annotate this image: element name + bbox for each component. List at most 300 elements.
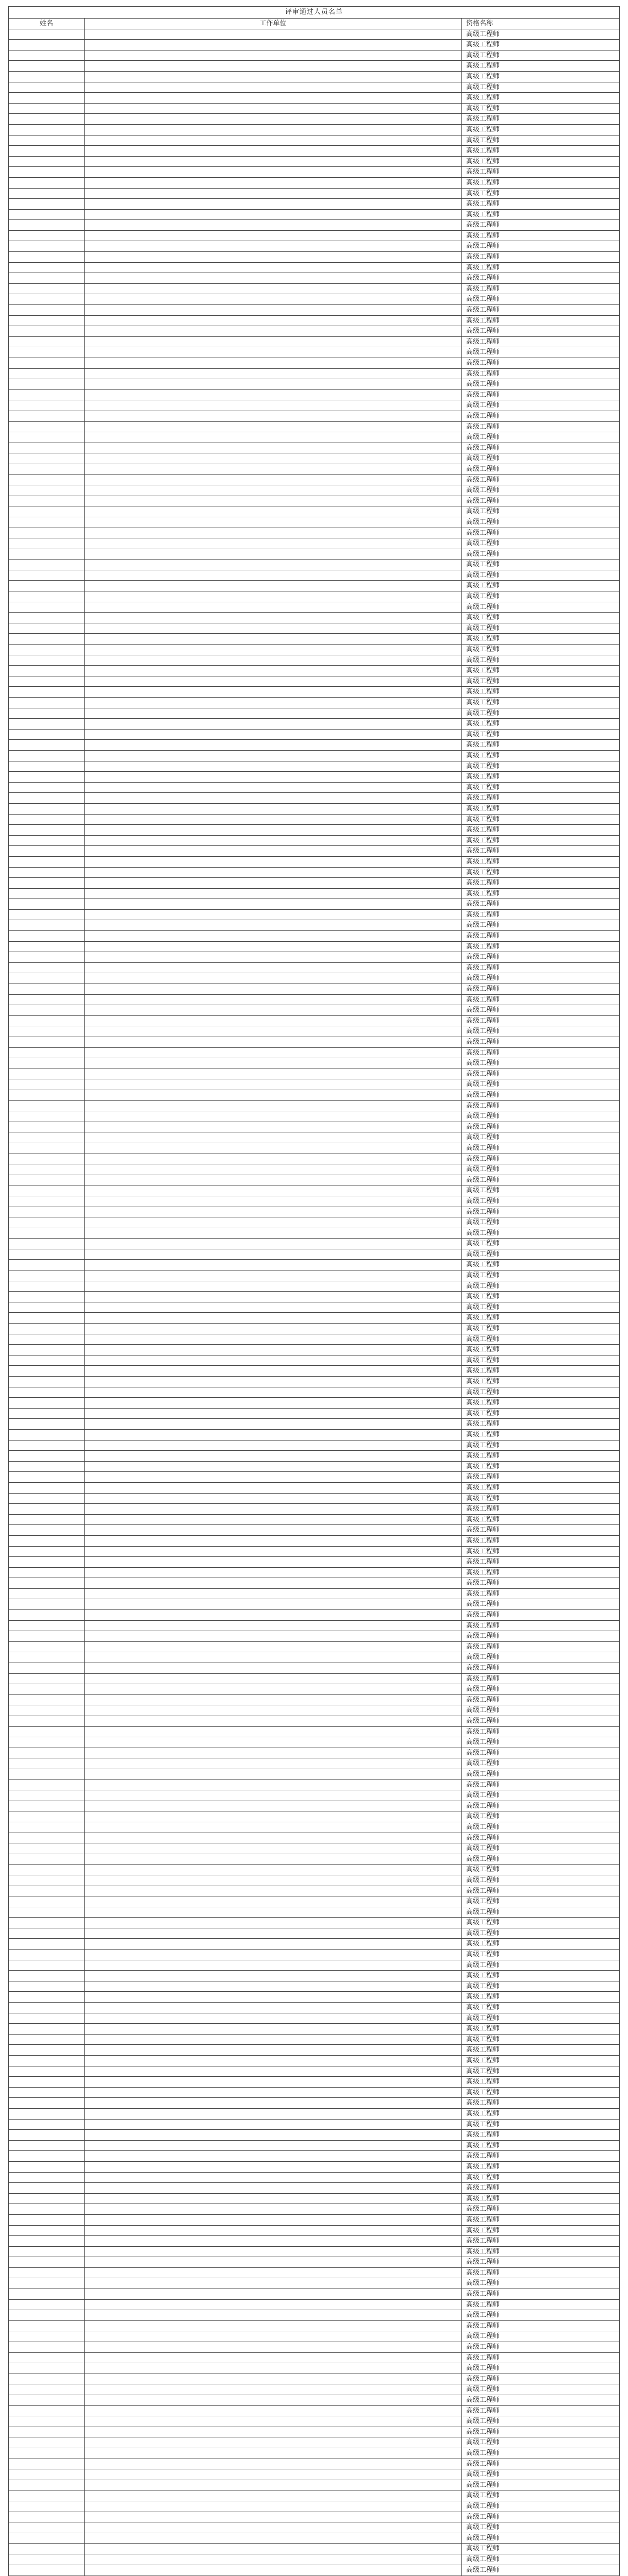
work-unit	[85, 1122, 462, 1132]
work-unit	[85, 61, 462, 72]
work-unit	[85, 241, 462, 252]
qualification-title: 高级工程师	[462, 209, 620, 220]
table-row	[9, 2480, 620, 2490]
table-row	[9, 2098, 620, 2109]
table-row	[9, 878, 620, 889]
person-name	[9, 803, 85, 814]
table-row	[9, 750, 620, 761]
qualification-title: 高级工程师	[462, 909, 620, 920]
table-row	[9, 994, 620, 1005]
person-name	[9, 2119, 85, 2130]
work-unit	[85, 1557, 462, 1568]
table-row	[9, 453, 620, 464]
qualification-title: 高级工程师	[462, 1631, 620, 1642]
person-name	[9, 560, 85, 570]
table-row	[9, 1302, 620, 1313]
work-unit	[85, 2342, 462, 2353]
work-unit	[85, 2225, 462, 2236]
work-unit	[85, 2087, 462, 2098]
work-unit	[85, 379, 462, 390]
qualification-title: 高级工程师	[462, 156, 620, 167]
table-row	[9, 1079, 620, 1090]
table-row	[9, 560, 620, 570]
work-unit	[85, 146, 462, 157]
work-unit	[85, 40, 462, 50]
work-unit	[85, 1324, 462, 1334]
qualification-title: 高级工程师	[462, 124, 620, 135]
table-row	[9, 1981, 620, 1992]
person-name	[9, 1440, 85, 1451]
qualification-title: 高级工程师	[462, 1196, 620, 1207]
person-name	[9, 782, 85, 793]
qualification-title: 高级工程师	[462, 167, 620, 178]
person-name	[9, 1971, 85, 1981]
table-row	[9, 464, 620, 474]
table-row	[9, 1620, 620, 1631]
person-name	[9, 389, 85, 400]
table-row	[9, 2056, 620, 2066]
qualification-title: 高级工程师	[462, 973, 620, 984]
person-name	[9, 305, 85, 316]
table-row	[9, 294, 620, 305]
table-row	[9, 1217, 620, 1228]
qualification-title: 高级工程师	[462, 931, 620, 942]
work-unit	[85, 676, 462, 687]
person-name	[9, 1154, 85, 1164]
work-unit	[85, 368, 462, 379]
work-unit	[85, 1631, 462, 1642]
qualification-title: 高级工程师	[462, 2214, 620, 2225]
table-row	[9, 1525, 620, 1536]
table-row	[9, 1281, 620, 1292]
qualification-title: 高级工程师	[462, 2183, 620, 2194]
qualification-title: 高级工程师	[462, 2416, 620, 2427]
work-unit	[85, 1960, 462, 1971]
table-row	[9, 1154, 620, 1164]
qualification-title: 高级工程师	[462, 2565, 620, 2575]
table-row	[9, 2183, 620, 2194]
person-name	[9, 379, 85, 390]
person-name	[9, 878, 85, 889]
qualification-title: 高级工程师	[462, 1641, 620, 1652]
work-unit	[85, 984, 462, 995]
qualification-title: 高级工程师	[462, 2459, 620, 2469]
work-unit	[85, 1535, 462, 1546]
person-name	[9, 2183, 85, 2194]
work-unit	[85, 2236, 462, 2247]
qualification-title: 高级工程师	[462, 1652, 620, 1663]
table-row	[9, 177, 620, 188]
person-name	[9, 1164, 85, 1175]
work-unit	[85, 740, 462, 751]
work-unit	[85, 2140, 462, 2151]
qualification-title: 高级工程师	[462, 61, 620, 72]
qualification-title: 高级工程师	[462, 899, 620, 910]
work-unit	[85, 1015, 462, 1026]
table-row	[9, 50, 620, 61]
table-row	[9, 1324, 620, 1334]
table-row	[9, 2066, 620, 2077]
table-row	[9, 2490, 620, 2501]
work-unit	[85, 273, 462, 284]
person-name	[9, 1620, 85, 1631]
work-unit	[85, 1377, 462, 1387]
person-name	[9, 262, 85, 273]
person-name	[9, 867, 85, 878]
table-row	[9, 687, 620, 698]
person-name	[9, 2374, 85, 2384]
table-row	[9, 326, 620, 337]
person-name	[9, 2024, 85, 2035]
qualification-title: 高级工程师	[462, 2427, 620, 2437]
person-name	[9, 1324, 85, 1334]
qualification-title: 高级工程师	[462, 1790, 620, 1801]
person-name	[9, 634, 85, 645]
work-unit	[85, 602, 462, 613]
work-unit	[85, 485, 462, 496]
work-unit	[85, 1875, 462, 1886]
person-name	[9, 2289, 85, 2300]
table-row	[9, 1705, 620, 1716]
work-unit	[85, 708, 462, 719]
qualification-title: 高级工程师	[462, 294, 620, 305]
qualification-title: 高级工程师	[462, 347, 620, 358]
work-unit	[85, 1673, 462, 1684]
person-name	[9, 411, 85, 421]
work-unit	[85, 1588, 462, 1599]
table-row	[9, 2448, 620, 2459]
work-unit	[85, 2193, 462, 2204]
work-unit	[85, 1758, 462, 1769]
work-unit	[85, 867, 462, 878]
table-row	[9, 899, 620, 910]
table-row	[9, 1716, 620, 1727]
person-name	[9, 708, 85, 719]
person-name	[9, 2342, 85, 2353]
work-unit	[85, 1270, 462, 1281]
table-row	[9, 103, 620, 114]
qualification-title: 高级工程师	[462, 389, 620, 400]
table-row	[9, 1578, 620, 1589]
table-row	[9, 1239, 620, 1249]
person-name	[9, 135, 85, 146]
table-row	[9, 1737, 620, 1748]
work-unit	[85, 1090, 462, 1100]
table-row	[9, 1228, 620, 1239]
document-title: 评审通过人员名单	[9, 7, 620, 19]
person-name	[9, 156, 85, 167]
person-name	[9, 496, 85, 506]
person-name	[9, 623, 85, 634]
person-name	[9, 315, 85, 326]
work-unit	[85, 1790, 462, 1801]
column-header-unit: 工作单位	[85, 19, 462, 29]
person-name	[9, 1451, 85, 1462]
table-row	[9, 2501, 620, 2512]
work-unit	[85, 1111, 462, 1122]
table-row	[9, 2459, 620, 2469]
person-name	[9, 146, 85, 157]
table-row	[9, 241, 620, 252]
qualification-title: 高级工程师	[462, 1588, 620, 1599]
qualification-title: 高级工程师	[462, 1960, 620, 1971]
work-unit	[85, 1769, 462, 1780]
qualification-title: 高级工程师	[462, 867, 620, 878]
table-row	[9, 2533, 620, 2544]
work-unit	[85, 1716, 462, 1727]
person-name	[9, 432, 85, 443]
person-name	[9, 750, 85, 761]
work-unit	[85, 698, 462, 708]
qualification-title: 高级工程师	[462, 941, 620, 952]
work-unit	[85, 443, 462, 453]
table-row	[9, 93, 620, 104]
person-name	[9, 1419, 85, 1430]
work-unit	[85, 2310, 462, 2321]
table-row	[9, 1652, 620, 1663]
qualification-title: 高级工程师	[462, 2246, 620, 2257]
work-unit	[85, 793, 462, 804]
work-unit	[85, 1143, 462, 1154]
person-name	[9, 538, 85, 549]
table-row	[9, 666, 620, 676]
work-unit	[85, 177, 462, 188]
qualification-title: 高级工程师	[462, 1377, 620, 1387]
work-unit	[85, 29, 462, 40]
table-row	[9, 952, 620, 963]
qualification-title: 高级工程师	[462, 1514, 620, 1525]
person-name	[9, 1694, 85, 1705]
person-name	[9, 1514, 85, 1525]
work-unit	[85, 1578, 462, 1589]
qualification-title: 高级工程师	[462, 2119, 620, 2130]
qualification-title: 高级工程师	[462, 93, 620, 104]
person-name	[9, 1854, 85, 1865]
qualification-title: 高级工程师	[462, 1843, 620, 1854]
qualification-title: 高级工程师	[462, 782, 620, 793]
table-row	[9, 496, 620, 506]
work-unit	[85, 1281, 462, 1292]
qualification-title: 高级工程师	[462, 2013, 620, 2024]
qualification-title: 高级工程师	[462, 1249, 620, 1260]
work-unit	[85, 1260, 462, 1270]
qualification-title: 高级工程师	[462, 2299, 620, 2310]
person-name	[9, 602, 85, 613]
table-row	[9, 1567, 620, 1578]
person-name	[9, 1493, 85, 1504]
table-row	[9, 719, 620, 730]
qualification-title: 高级工程师	[462, 846, 620, 857]
table-row	[9, 1780, 620, 1790]
table-row	[9, 1790, 620, 1801]
person-name	[9, 1737, 85, 1748]
table-row	[9, 61, 620, 72]
work-unit	[85, 623, 462, 634]
table-row	[9, 315, 620, 326]
table-row	[9, 1047, 620, 1058]
qualification-title: 高级工程师	[462, 1865, 620, 1875]
work-unit	[85, 2522, 462, 2533]
qualification-title: 高级工程师	[462, 1069, 620, 1079]
title-row	[9, 7, 620, 19]
person-name	[9, 2533, 85, 2544]
qualification-title: 高级工程师	[462, 220, 620, 231]
work-unit	[85, 124, 462, 135]
person-name	[9, 421, 85, 432]
work-unit	[85, 1037, 462, 1048]
work-unit	[85, 1981, 462, 1992]
table-row	[9, 400, 620, 411]
qualification-title: 高级工程师	[462, 1026, 620, 1037]
table-row	[9, 1377, 620, 1387]
table-row	[9, 623, 620, 634]
qualification-title: 高级工程师	[462, 1525, 620, 1536]
work-unit	[85, 814, 462, 825]
table-row	[9, 2299, 620, 2310]
table-row	[9, 1387, 620, 1398]
person-name	[9, 1588, 85, 1599]
qualification-title: 高级工程师	[462, 2522, 620, 2533]
work-unit	[85, 2416, 462, 2427]
work-unit	[85, 2045, 462, 2056]
work-unit	[85, 1185, 462, 1196]
qualification-title: 高级工程师	[462, 1886, 620, 1896]
qualification-title: 高级工程师	[462, 1090, 620, 1100]
table-row	[9, 1960, 620, 1971]
person-name	[9, 220, 85, 231]
work-unit	[85, 2299, 462, 2310]
work-unit	[85, 252, 462, 263]
qualification-title: 高级工程师	[462, 761, 620, 772]
person-name	[9, 1726, 85, 1737]
table-row	[9, 2013, 620, 2024]
work-unit	[85, 474, 462, 485]
work-unit	[85, 1620, 462, 1631]
table-row	[9, 124, 620, 135]
table-row	[9, 1663, 620, 1674]
person-name	[9, 2554, 85, 2565]
person-name	[9, 1981, 85, 1992]
work-unit	[85, 400, 462, 411]
work-unit	[85, 899, 462, 910]
person-name	[9, 1196, 85, 1207]
qualification-title: 高级工程师	[462, 1705, 620, 1716]
qualification-title: 高级工程师	[462, 687, 620, 698]
qualification-title: 高级工程师	[462, 1185, 620, 1196]
person-name	[9, 2310, 85, 2321]
table-row	[9, 602, 620, 613]
person-name	[9, 1334, 85, 1345]
work-unit	[85, 1429, 462, 1440]
qualification-title: 高级工程师	[462, 1758, 620, 1769]
qualification-title: 高级工程师	[462, 199, 620, 210]
work-unit	[85, 2130, 462, 2141]
qualification-title: 高级工程师	[462, 241, 620, 252]
work-unit	[85, 825, 462, 836]
qualification-title: 高级工程师	[462, 1355, 620, 1366]
qualification-title: 高级工程师	[462, 2056, 620, 2066]
qualification-title: 高级工程师	[462, 2342, 620, 2353]
person-name	[9, 1535, 85, 1546]
person-name	[9, 1833, 85, 1843]
qualification-title: 高级工程师	[462, 1387, 620, 1398]
qualification-title: 高级工程师	[462, 549, 620, 560]
person-name	[9, 613, 85, 623]
work-unit	[85, 952, 462, 963]
person-name	[9, 2098, 85, 2109]
table-row	[9, 379, 620, 390]
person-name	[9, 2130, 85, 2141]
table-row	[9, 2119, 620, 2130]
work-unit	[85, 1514, 462, 1525]
table-row	[9, 2034, 620, 2045]
qualification-title: 高级工程师	[462, 464, 620, 474]
person-name	[9, 2522, 85, 2533]
qualification-title: 高级工程师	[462, 2437, 620, 2448]
table-row	[9, 2363, 620, 2374]
table-row	[9, 368, 620, 379]
qualification-title: 高级工程师	[462, 1005, 620, 1016]
qualification-title: 高级工程师	[462, 506, 620, 517]
work-unit	[85, 2108, 462, 2119]
work-unit	[85, 1292, 462, 1302]
table-row	[9, 655, 620, 666]
table-row	[9, 2246, 620, 2257]
qualification-title: 高级工程师	[462, 1015, 620, 1026]
person-name	[9, 1865, 85, 1875]
table-row	[9, 1164, 620, 1175]
table-row	[9, 2522, 620, 2533]
work-unit	[85, 1313, 462, 1324]
work-unit	[85, 209, 462, 220]
qualification-title: 高级工程师	[462, 2331, 620, 2342]
table-row	[9, 432, 620, 443]
person-name	[9, 655, 85, 666]
qualification-title: 高级工程师	[462, 2405, 620, 2416]
work-unit	[85, 2384, 462, 2395]
qualification-title: 高级工程师	[462, 1748, 620, 1758]
person-name	[9, 1557, 85, 1568]
person-name	[9, 1398, 85, 1409]
table-row	[9, 1546, 620, 1557]
table-row	[9, 2045, 620, 2056]
work-unit	[85, 1907, 462, 1918]
qualification-title: 高级工程师	[462, 1780, 620, 1790]
table-row	[9, 167, 620, 178]
qualification-title: 高级工程师	[462, 1143, 620, 1154]
person-name	[9, 82, 85, 93]
work-unit	[85, 1249, 462, 1260]
person-name	[9, 1641, 85, 1652]
work-unit	[85, 2363, 462, 2374]
work-unit	[85, 220, 462, 231]
work-unit	[85, 1684, 462, 1695]
table-row	[9, 2427, 620, 2437]
person-name	[9, 1281, 85, 1292]
table-row	[9, 273, 620, 284]
table-row	[9, 71, 620, 82]
qualification-title: 高级工程师	[462, 1769, 620, 1780]
work-unit	[85, 1366, 462, 1377]
qualification-title: 高级工程师	[462, 1239, 620, 1249]
qualification-title: 高级工程师	[462, 1493, 620, 1504]
table-row	[9, 1461, 620, 1472]
table-row	[9, 1260, 620, 1270]
qualification-title: 高级工程师	[462, 146, 620, 157]
person-name	[9, 1780, 85, 1790]
person-name	[9, 740, 85, 751]
person-name	[9, 984, 85, 995]
